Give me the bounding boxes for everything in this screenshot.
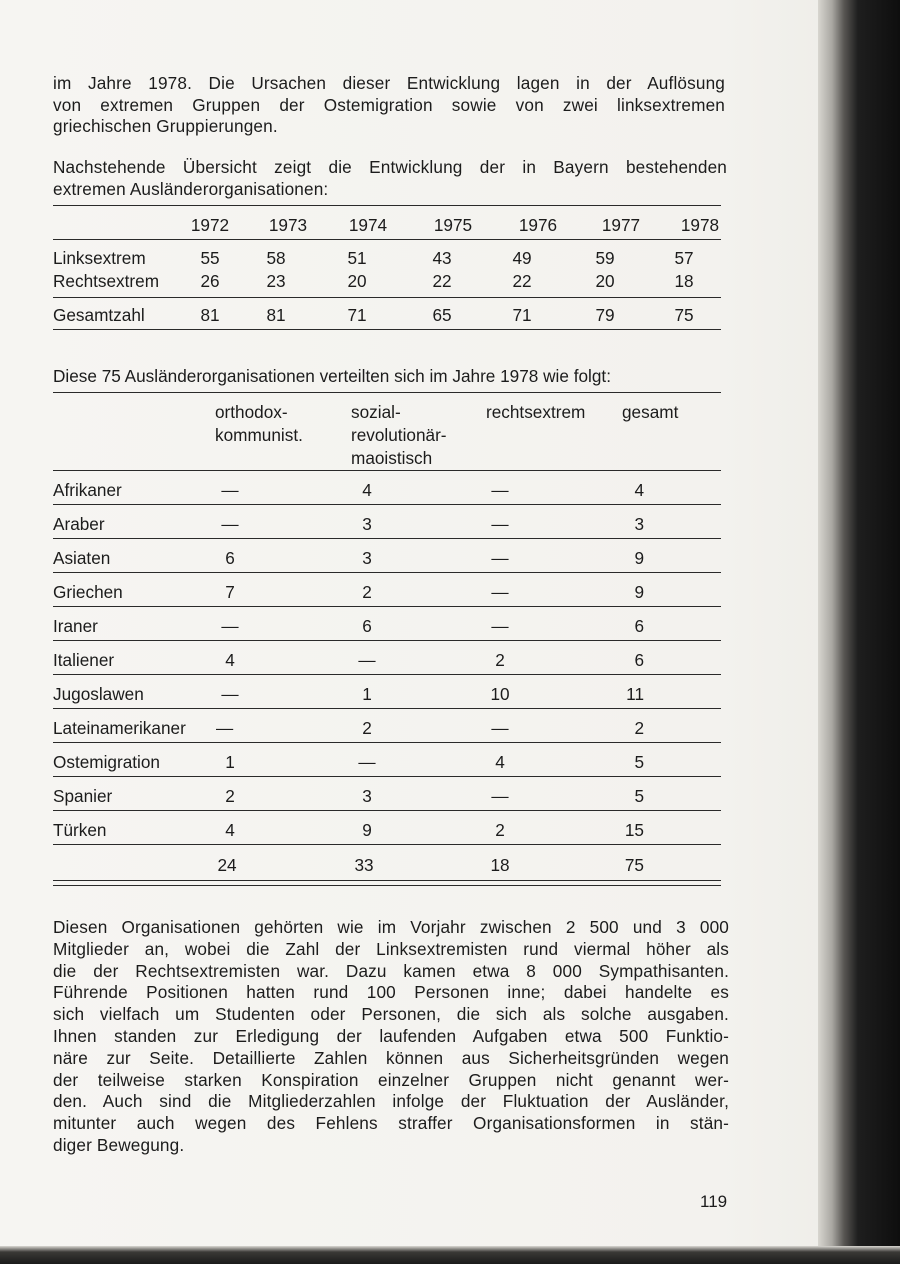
table-cell: 2: [225, 786, 235, 806]
closing-line: näre zur Seite. Detaillierte Zahlen können aus Sicherheitsgründen wegen: [53, 1047, 729, 1068]
table-cell: 57: [674, 248, 694, 268]
table-cell: 15: [624, 820, 644, 840]
table-cell: 11: [626, 684, 644, 704]
row-label: Lateinamerikaner: [53, 718, 186, 738]
book-spine: [818, 0, 900, 1264]
year-header: 1976: [518, 215, 558, 235]
year-header: 1973: [268, 215, 308, 235]
table-rule: [53, 742, 721, 743]
table-rule: [53, 504, 721, 505]
table-cell: 51: [347, 248, 367, 268]
year-header: 1974: [348, 215, 388, 235]
table-cell: 4: [362, 480, 372, 500]
year-header: 1972: [190, 215, 230, 235]
table-cell: 55: [200, 248, 220, 268]
table-cell: 4: [634, 480, 644, 500]
page-number: 119: [700, 1192, 728, 1211]
closing-line: Führende Positionen hatten rund 100 Personen inne; dabei handelte es: [53, 982, 729, 1003]
year-header: 1978: [680, 215, 720, 235]
closing-line: Diesen Organisationen gehörten wie im Vorjahr zwischen 2 500 und 3 000: [53, 917, 729, 937]
table-cell: 22: [512, 271, 532, 291]
table-cell: 9: [634, 582, 644, 602]
table-cell: 1: [225, 752, 235, 772]
table-cell: 9: [362, 820, 372, 840]
year-header: 1975: [433, 215, 473, 235]
overview-line: Nachstehende Übersicht zeigt die Entwicklung der in Bayern bestehenden: [53, 157, 727, 177]
table-cell: 81: [266, 305, 286, 325]
total-cell: 75: [624, 855, 644, 875]
table-rule: [53, 297, 721, 298]
table-rule: [53, 810, 721, 811]
table-cell: 3: [634, 514, 644, 534]
table-cell: 81: [200, 305, 220, 325]
closing-line: den. Auch sind die Mitgliederzahlen infolge der Fluktuation der Ausländer,: [53, 1091, 729, 1112]
table-cell: 71: [512, 305, 532, 325]
table-cell: 6: [362, 616, 372, 636]
table-cell: 2: [495, 650, 505, 670]
table-cell: 20: [347, 271, 367, 291]
intro-line: von extremen Gruppen der Ostemigration sowie von zwei linksextremen: [53, 94, 725, 115]
table-cell: 6: [634, 650, 644, 670]
table-cell: —: [358, 650, 376, 670]
table-rule: [53, 844, 721, 845]
table-cell: 23: [266, 271, 286, 291]
table-cell: 2: [634, 718, 644, 738]
table-cell: —: [491, 786, 509, 806]
table-cell: 71: [347, 305, 367, 325]
table-cell: 5: [634, 752, 644, 772]
table-rule: [53, 885, 721, 886]
row-label: Türken: [53, 820, 107, 840]
table-cell: 6: [225, 548, 235, 568]
table-cell: 10: [490, 684, 510, 704]
table-cell: 4: [225, 820, 235, 840]
table-cell: —: [221, 684, 239, 704]
table-cell: 26: [200, 271, 220, 291]
table-cell: 6: [634, 616, 644, 636]
table-cell: —: [221, 514, 239, 534]
table-cell: 20: [595, 271, 615, 291]
page-bottom-edge: [0, 1246, 900, 1264]
table-cell: 3: [362, 514, 372, 534]
total-cell: 33: [354, 855, 374, 875]
table-cell: 2: [362, 718, 372, 738]
table-rule: [53, 606, 721, 607]
row-label: Gesamtzahl: [53, 305, 145, 325]
closing-line: mitunter auch wegen des Fehlens straffer Organisationsformen in stän-: [53, 1113, 729, 1134]
table-cell: —: [491, 548, 509, 568]
row-label: Ostemigration: [53, 752, 160, 772]
table-rule: [53, 572, 721, 573]
column-header-sozial: revolutionär-: [351, 425, 447, 445]
table-cell: 9: [634, 548, 644, 568]
table-cell: 5: [634, 786, 644, 806]
table-cell: 58: [266, 248, 286, 268]
intro-line: griechischen Gruppierungen.: [53, 116, 278, 137]
table-cell: 4: [495, 752, 505, 772]
row-label: Italiener: [53, 650, 115, 670]
row-label: Griechen: [53, 582, 123, 602]
row-label: Linksextrem: [53, 248, 146, 268]
table-cell: —: [216, 718, 234, 738]
table-cell: —: [491, 616, 509, 636]
table-cell: —: [491, 582, 509, 602]
overview-paragraph: [53, 157, 727, 200]
table-cell: 75: [674, 305, 694, 325]
table-cell: 18: [674, 271, 694, 291]
column-header-sozial: maoistisch: [351, 448, 433, 468]
table-rule: [53, 239, 721, 240]
column-header-rechtsextrem: rechtsextrem: [486, 402, 586, 422]
row-label: Iraner: [53, 616, 98, 636]
total-cell: 18: [490, 855, 510, 875]
table-rule: [53, 538, 721, 539]
table-cell: 3: [362, 786, 372, 806]
year-header: 1977: [601, 215, 641, 235]
table-cell: 65: [432, 305, 452, 325]
row-label: Spanier: [53, 786, 113, 806]
table-rule: [53, 776, 721, 777]
row-label: Rechtsextrem: [53, 271, 160, 291]
table-cell: —: [491, 718, 509, 738]
closing-line: die der Rechtsextremisten war. Dazu kamen etwa 8 000 Sympathisanten.: [53, 960, 729, 981]
table-cell: 79: [595, 305, 615, 325]
table-rule: [53, 674, 721, 675]
column-header-orthodox: kommunist.: [215, 425, 303, 445]
table-rule: [53, 880, 721, 881]
table-rule: [53, 708, 721, 709]
table-cell: —: [491, 514, 509, 534]
total-cell: 24: [217, 855, 237, 875]
table-cell: 4: [225, 650, 235, 670]
closing-paragraph: [53, 917, 729, 1157]
table-cell: 59: [595, 248, 615, 268]
column-header-orthodox: orthodox-: [215, 402, 288, 422]
table-cell: 22: [432, 271, 452, 291]
table-cell: 49: [512, 248, 532, 268]
intro-paragraph: [53, 73, 725, 138]
row-label: Jugoslawen: [53, 684, 144, 704]
table-cell: —: [491, 480, 509, 500]
row-label: Araber: [53, 514, 105, 534]
row-label: Asiaten: [53, 548, 111, 568]
table-cell: 2: [362, 582, 372, 602]
column-header-sozial: sozial-: [351, 402, 401, 422]
table-cell: —: [221, 480, 239, 500]
distribution-caption: Diese 75 Ausländerorganisationen verteilten sich im Jahre 1978 wie folgt:: [53, 366, 611, 386]
closing-line: Mitglieder an, wobei die Zahl der Linksextremisten rund viermal höher als: [53, 938, 729, 959]
intro-line: im Jahre 1978. Die Ursachen dieser Entwicklung lagen in der Auflösung: [53, 73, 725, 93]
table-cell: 1: [362, 684, 372, 704]
table-cell: —: [358, 752, 376, 772]
closing-line: der teilweise starken Konspiration einzelner Gruppen nicht genannt wer-: [53, 1069, 729, 1090]
table-rule: [53, 640, 721, 641]
closing-line: Ihnen standen zur Erledigung der laufenden Aufgaben etwa 500 Funktio-: [53, 1025, 729, 1046]
table-cell: 43: [432, 248, 452, 268]
table-cell: —: [221, 616, 239, 636]
table-rule: [53, 470, 721, 471]
table-rule: [53, 392, 721, 393]
column-header-gesamt: gesamt: [622, 402, 679, 422]
table-cell: 7: [225, 582, 235, 602]
table-rule: [53, 205, 721, 206]
table-rule: [53, 329, 721, 330]
closing-line: diger Bewegung.: [53, 1134, 185, 1155]
overview-line: extremen Ausländerorganisationen:: [53, 178, 329, 199]
table-cell: 2: [495, 820, 505, 840]
row-label: Afrikaner: [53, 480, 122, 500]
closing-line: sich vielfach um Studenten oder Personen, die sich als solche ausgaben.: [53, 1004, 729, 1025]
table-cell: 3: [362, 548, 372, 568]
